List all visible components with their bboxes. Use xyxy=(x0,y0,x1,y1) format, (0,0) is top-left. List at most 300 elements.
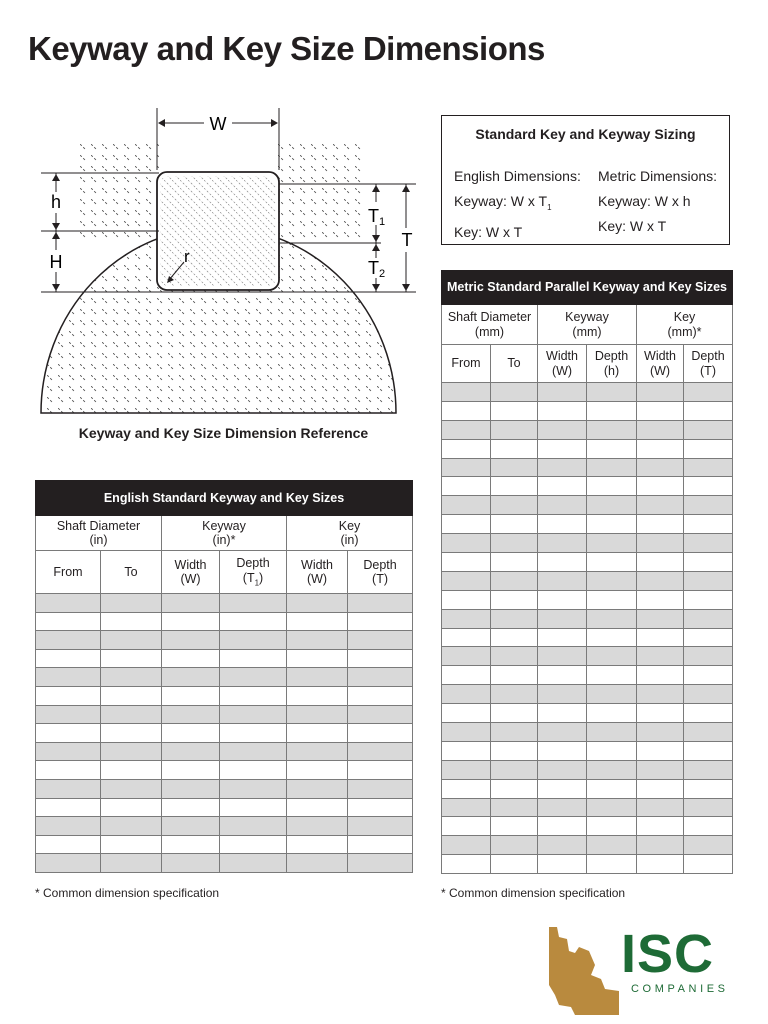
table-row xyxy=(442,420,733,439)
metric-table-body xyxy=(442,383,733,874)
table-cell xyxy=(348,612,413,631)
table-cell xyxy=(348,854,413,873)
table-row xyxy=(442,534,733,553)
table-cell xyxy=(538,383,587,402)
table-cell xyxy=(220,779,287,798)
col-group-keyway: Keyway (in)* xyxy=(162,516,287,551)
table-cell xyxy=(538,666,587,685)
table-cell xyxy=(587,383,637,402)
table-cell xyxy=(162,668,220,687)
table-cell xyxy=(491,553,538,572)
table-cell xyxy=(442,647,491,666)
table-row xyxy=(442,553,733,572)
table-cell xyxy=(36,854,101,873)
table-cell xyxy=(101,854,162,873)
table-cell xyxy=(101,705,162,724)
table-cell xyxy=(684,515,733,534)
table-cell xyxy=(587,685,637,704)
table-cell xyxy=(36,835,101,854)
table-cell xyxy=(287,594,348,613)
table-cell xyxy=(442,798,491,817)
table-cell xyxy=(220,686,287,705)
table-cell xyxy=(587,458,637,477)
table-cell xyxy=(587,439,637,458)
table-row xyxy=(442,760,733,779)
table-cell xyxy=(491,685,538,704)
table-cell xyxy=(162,594,220,613)
table-row xyxy=(442,817,733,836)
table-cell xyxy=(348,798,413,817)
table-cell xyxy=(637,383,684,402)
metric-dimensions xyxy=(598,164,717,239)
table-cell xyxy=(348,779,413,798)
table-cell xyxy=(101,631,162,650)
table-cell xyxy=(637,420,684,439)
table-cell xyxy=(684,590,733,609)
table-cell xyxy=(684,817,733,836)
table-cell xyxy=(36,631,101,650)
col-keyway-depth: Depth (h) xyxy=(587,345,637,383)
table-row xyxy=(442,855,733,874)
table-cell xyxy=(348,835,413,854)
table-cell xyxy=(287,705,348,724)
col-key-width: Width (W) xyxy=(637,345,684,383)
table-cell xyxy=(36,798,101,817)
table-cell xyxy=(538,477,587,496)
table-cell xyxy=(538,855,587,874)
table-cell xyxy=(684,628,733,647)
table-cell xyxy=(162,779,220,798)
col-keyway-width: Width (W) xyxy=(162,551,220,594)
table-cell xyxy=(491,609,538,628)
table-cell xyxy=(587,628,637,647)
col-keyway-width: Width (W) xyxy=(538,345,587,383)
table-cell xyxy=(442,779,491,798)
table-cell xyxy=(220,798,287,817)
col-key-depth: Depth (T) xyxy=(684,345,733,383)
table-cell xyxy=(538,647,587,666)
table-row xyxy=(36,724,413,743)
english-keyway-table xyxy=(35,480,413,873)
table-cell xyxy=(538,836,587,855)
table-cell xyxy=(36,686,101,705)
table-cell xyxy=(538,628,587,647)
table-cell xyxy=(491,798,538,817)
table-cell xyxy=(538,401,587,420)
table-cell xyxy=(491,779,538,798)
table-cell xyxy=(162,705,220,724)
metric-heading: Metric Dimensions: xyxy=(598,168,718,184)
table-cell xyxy=(442,401,491,420)
table-cell xyxy=(637,496,684,515)
table-row xyxy=(442,439,733,458)
table-row xyxy=(442,779,733,798)
table-row xyxy=(36,668,413,687)
table-cell xyxy=(538,496,587,515)
col-group-keyway: Keyway (mm) xyxy=(538,305,637,345)
table-cell xyxy=(587,836,637,855)
table-cell xyxy=(538,534,587,553)
table-row xyxy=(442,704,733,723)
table-cell xyxy=(491,515,538,534)
table-cell xyxy=(684,836,733,855)
label-t1: T1 xyxy=(368,206,386,228)
label-r: r xyxy=(184,247,190,266)
table-cell xyxy=(287,779,348,798)
keyway-diagram xyxy=(36,100,416,420)
table-cell xyxy=(637,779,684,798)
table-cell xyxy=(587,704,637,723)
table-cell xyxy=(491,401,538,420)
table-cell xyxy=(637,741,684,760)
table-row xyxy=(442,590,733,609)
table-cell xyxy=(101,686,162,705)
table-cell xyxy=(637,553,684,572)
table-cell xyxy=(684,704,733,723)
table-cell xyxy=(287,854,348,873)
table-cell xyxy=(538,571,587,590)
table-row xyxy=(442,798,733,817)
table-cell xyxy=(587,420,637,439)
table-cell xyxy=(684,401,733,420)
table-cell xyxy=(162,612,220,631)
table-cell xyxy=(220,817,287,836)
table-cell xyxy=(538,798,587,817)
table-cell xyxy=(491,534,538,553)
table-row xyxy=(36,761,413,780)
table-row xyxy=(36,705,413,724)
col-keyway-depth: Depth $(T_1)$ xyxy=(220,551,287,594)
table-cell xyxy=(538,723,587,742)
table-cell xyxy=(684,741,733,760)
table-cell xyxy=(587,477,637,496)
table-cell xyxy=(684,553,733,572)
english-table-body xyxy=(36,594,413,873)
table-cell xyxy=(637,704,684,723)
table-cell xyxy=(442,420,491,439)
table-row xyxy=(442,496,733,515)
isc-companies-logo xyxy=(545,925,735,1017)
table-cell xyxy=(348,631,413,650)
table-cell xyxy=(287,742,348,761)
table-cell xyxy=(587,817,637,836)
col-to: To xyxy=(491,345,538,383)
table-cell xyxy=(637,817,684,836)
table-cell xyxy=(491,458,538,477)
table-cell xyxy=(220,668,287,687)
table-cell xyxy=(491,704,538,723)
table-row xyxy=(36,594,413,613)
table-row xyxy=(36,686,413,705)
table-cell xyxy=(587,534,637,553)
table-cell xyxy=(442,704,491,723)
table-cell xyxy=(348,668,413,687)
table-cell xyxy=(684,420,733,439)
table-row xyxy=(442,666,733,685)
table-row xyxy=(36,649,413,668)
col-key-width: Width (W) xyxy=(287,551,348,594)
table-cell xyxy=(538,553,587,572)
table-cell xyxy=(101,779,162,798)
table-cell xyxy=(442,458,491,477)
table-cell xyxy=(220,835,287,854)
table-cell xyxy=(538,515,587,534)
table-cell xyxy=(684,383,733,402)
table-cell xyxy=(162,798,220,817)
table-cell xyxy=(684,477,733,496)
english-key: Key: W x T xyxy=(454,223,523,240)
table-cell xyxy=(684,458,733,477)
table-cell xyxy=(491,723,538,742)
metric-key: Key: W x T xyxy=(598,218,667,234)
table-cell xyxy=(684,723,733,742)
table-cell xyxy=(637,723,684,742)
english-dimensions xyxy=(454,164,581,245)
table-cell xyxy=(587,571,637,590)
table-cell xyxy=(684,685,733,704)
table-cell xyxy=(162,686,220,705)
sizing-box-title: Standard Key and Keyway Sizing xyxy=(475,126,696,142)
table-cell xyxy=(442,855,491,874)
table-cell xyxy=(101,835,162,854)
label-h: h xyxy=(50,192,62,212)
table-cell xyxy=(684,760,733,779)
label-H: H xyxy=(49,252,63,272)
table-cell xyxy=(491,666,538,685)
table-cell xyxy=(348,705,413,724)
diagram-caption: Keyway and Key Size Dimension Reference xyxy=(78,425,369,441)
table-cell xyxy=(587,553,637,572)
table-row xyxy=(442,685,733,704)
table-cell xyxy=(538,741,587,760)
table-cell xyxy=(442,836,491,855)
table-cell xyxy=(538,458,587,477)
table-cell xyxy=(684,496,733,515)
table-cell xyxy=(220,705,287,724)
english-table-title: English Standard Keyway and Key Sizes xyxy=(36,481,413,516)
table-cell xyxy=(637,836,684,855)
table-cell xyxy=(491,477,538,496)
table-cell xyxy=(538,817,587,836)
table-cell xyxy=(220,761,287,780)
table-cell xyxy=(587,609,637,628)
table-cell xyxy=(587,741,637,760)
table-cell xyxy=(287,761,348,780)
logo-letters: ISC xyxy=(621,924,715,984)
table-cell xyxy=(442,571,491,590)
table-row xyxy=(36,742,413,761)
table-cell xyxy=(220,594,287,613)
table-cell xyxy=(684,609,733,628)
table-cell xyxy=(637,534,684,553)
table-cell xyxy=(36,779,101,798)
table-cell xyxy=(637,439,684,458)
col-group-shaft: Shaft Diameter (mm) xyxy=(442,305,538,345)
table-cell xyxy=(287,649,348,668)
table-cell xyxy=(348,761,413,780)
table-cell xyxy=(442,609,491,628)
table-cell xyxy=(491,571,538,590)
logo-subtitle: COMPANIES xyxy=(631,983,729,995)
table-cell xyxy=(442,628,491,647)
english-heading: English Dimensions: xyxy=(454,168,581,184)
table-cell xyxy=(587,666,637,685)
table-cell xyxy=(684,855,733,874)
table-cell xyxy=(491,760,538,779)
table-row xyxy=(442,741,733,760)
table-cell xyxy=(162,649,220,668)
table-cell xyxy=(491,741,538,760)
table-row xyxy=(36,631,413,650)
table-cell xyxy=(587,590,637,609)
table-cell xyxy=(637,666,684,685)
label-t: T xyxy=(401,230,413,250)
table-cell xyxy=(538,760,587,779)
table-cell xyxy=(491,647,538,666)
metric-footnote: * Common dimension specification xyxy=(441,886,626,900)
table-cell xyxy=(442,760,491,779)
table-cell xyxy=(101,668,162,687)
metric-keyway-table xyxy=(441,270,733,874)
page-title: Keyway and Key Size Dimensions xyxy=(28,30,545,67)
table-cell xyxy=(587,647,637,666)
table-cell xyxy=(348,686,413,705)
table-row xyxy=(36,798,413,817)
table-cell xyxy=(220,724,287,743)
table-cell xyxy=(36,612,101,631)
table-cell xyxy=(587,496,637,515)
table-cell xyxy=(220,612,287,631)
table-cell xyxy=(684,798,733,817)
table-row xyxy=(442,458,733,477)
table-row xyxy=(442,609,733,628)
table-cell xyxy=(442,515,491,534)
table-cell xyxy=(637,401,684,420)
table-cell xyxy=(36,761,101,780)
table-cell xyxy=(587,723,637,742)
table-cell xyxy=(637,458,684,477)
table-cell xyxy=(36,594,101,613)
table-cell xyxy=(442,439,491,458)
table-cell xyxy=(162,817,220,836)
table-cell xyxy=(538,420,587,439)
table-cell xyxy=(36,705,101,724)
table-cell xyxy=(162,761,220,780)
table-cell xyxy=(587,855,637,874)
table-cell xyxy=(442,685,491,704)
table-cell xyxy=(538,779,587,798)
table-cell xyxy=(287,686,348,705)
table-cell xyxy=(442,723,491,742)
table-cell xyxy=(637,798,684,817)
table-cell xyxy=(287,631,348,650)
table-cell xyxy=(220,854,287,873)
table-row xyxy=(442,836,733,855)
table-row xyxy=(442,477,733,496)
table-cell xyxy=(101,742,162,761)
table-cell xyxy=(637,760,684,779)
table-cell xyxy=(587,779,637,798)
table-cell xyxy=(684,779,733,798)
table-cell xyxy=(162,724,220,743)
table-cell xyxy=(36,724,101,743)
table-cell xyxy=(442,666,491,685)
table-row xyxy=(442,571,733,590)
table-cell xyxy=(442,534,491,553)
table-cell xyxy=(684,571,733,590)
label-w: W xyxy=(209,114,227,134)
table-row xyxy=(36,612,413,631)
table-cell xyxy=(587,401,637,420)
table-cell xyxy=(162,854,220,873)
table-cell xyxy=(162,835,220,854)
table-cell xyxy=(287,835,348,854)
table-cell xyxy=(348,742,413,761)
table-cell xyxy=(287,612,348,631)
table-cell xyxy=(36,742,101,761)
table-cell xyxy=(162,631,220,650)
table-cell xyxy=(587,760,637,779)
table-cell xyxy=(101,649,162,668)
col-to: To xyxy=(101,551,162,594)
table-cell xyxy=(442,477,491,496)
table-cell xyxy=(101,798,162,817)
table-row xyxy=(442,383,733,402)
table-row xyxy=(442,647,733,666)
table-row xyxy=(442,401,733,420)
table-cell xyxy=(220,631,287,650)
sizing-info-box xyxy=(441,115,730,245)
col-group-key: Key (in) xyxy=(287,516,413,551)
table-row xyxy=(442,515,733,534)
table-cell xyxy=(637,590,684,609)
english-footnote: * Common dimension specification xyxy=(35,886,220,900)
table-cell xyxy=(491,383,538,402)
table-row xyxy=(36,835,413,854)
table-cell xyxy=(491,590,538,609)
table-cell xyxy=(348,724,413,743)
table-cell xyxy=(36,668,101,687)
table-cell xyxy=(348,594,413,613)
table-cell xyxy=(220,742,287,761)
table-cell xyxy=(101,817,162,836)
table-cell xyxy=(36,817,101,836)
table-cell xyxy=(684,534,733,553)
table-cell xyxy=(101,612,162,631)
table-cell xyxy=(348,649,413,668)
table-cell xyxy=(637,515,684,534)
table-cell xyxy=(442,496,491,515)
table-cell xyxy=(442,383,491,402)
table-row xyxy=(442,723,733,742)
col-group-key: Key (mm)* xyxy=(637,305,733,345)
table-row xyxy=(442,628,733,647)
michigan-map-icon xyxy=(545,925,625,1017)
table-cell xyxy=(538,609,587,628)
metric-table-title: Metric Standard Parallel Keyway and Key Sizes xyxy=(442,271,733,305)
table-cell xyxy=(101,761,162,780)
table-cell xyxy=(491,628,538,647)
table-cell xyxy=(101,594,162,613)
table-cell xyxy=(36,649,101,668)
table-cell xyxy=(538,439,587,458)
table-cell xyxy=(637,609,684,628)
col-from: From xyxy=(36,551,101,594)
table-cell xyxy=(637,855,684,874)
col-group-shaft: Shaft Diameter (in) xyxy=(36,516,162,551)
table-cell xyxy=(491,836,538,855)
table-cell xyxy=(684,647,733,666)
